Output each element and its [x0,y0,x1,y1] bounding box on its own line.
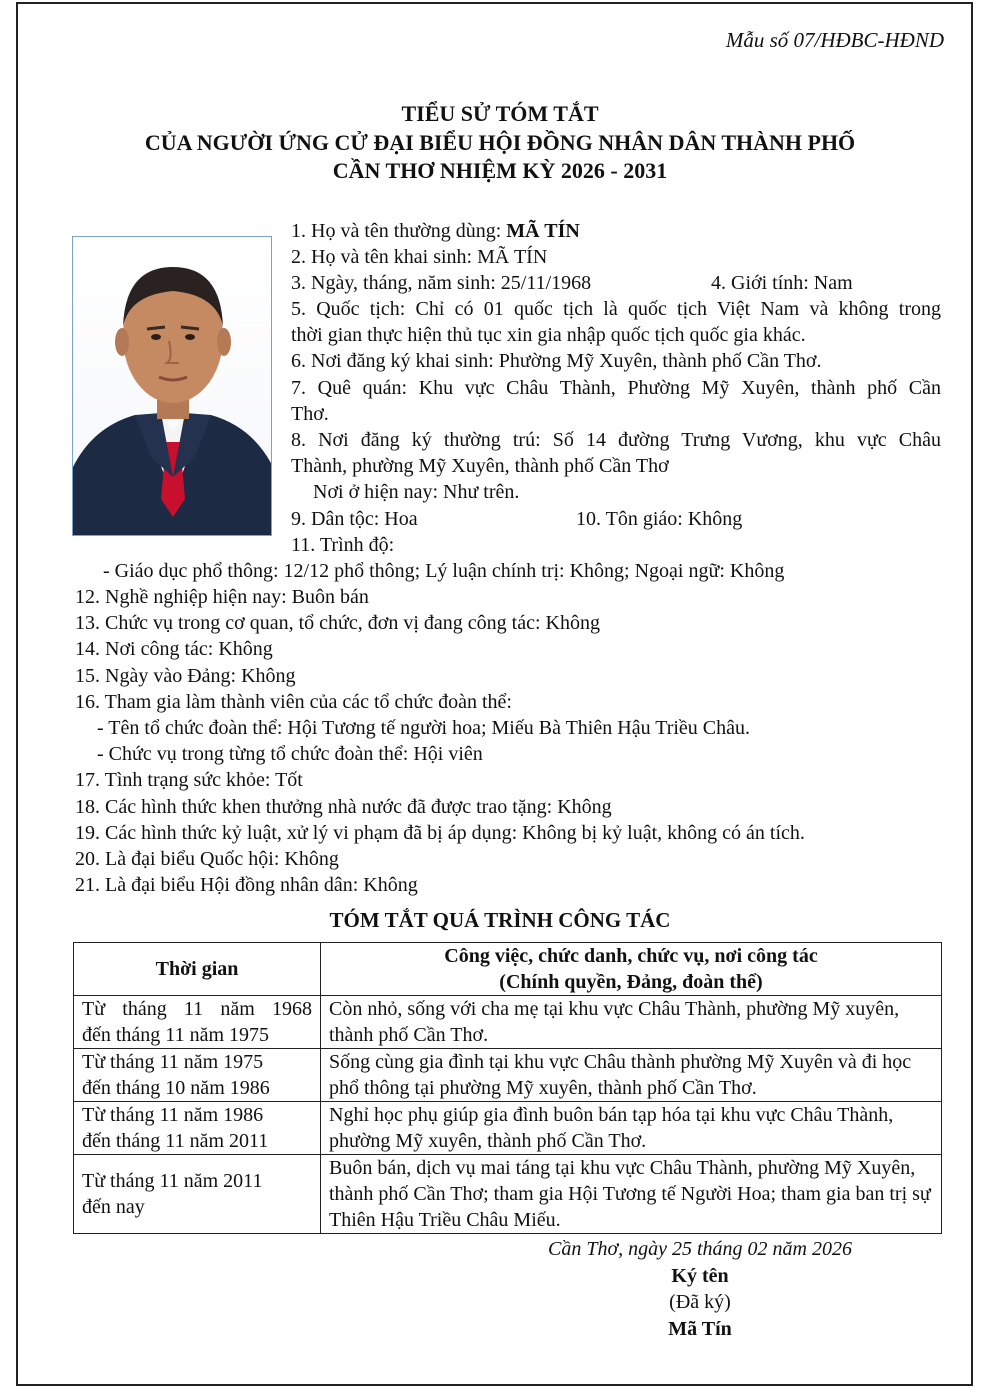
header-time: Thời gian [74,943,321,996]
field-common-name-value: MÃ TÍN [506,220,580,242]
time-line-2: đến tháng 11 năm 2011 [82,1130,269,1152]
table-row [74,1155,942,1234]
table-header-row [74,943,942,996]
field-national-assembly-delegate: 20. Là đại biểu Quốc hội: Không [75,848,339,870]
document-title [0,100,1000,186]
time-line-1: Từ tháng 11 năm 2011 [82,1170,263,1192]
header-job [321,943,942,996]
field-education-heading: 11. Trình độ: [291,534,395,556]
time-line-1: Từ tháng 11 năm 1986 [82,1104,264,1126]
table-cell-time [74,1102,321,1155]
form-number: Mẫu số 07/HĐBC-HĐND [725,28,944,52]
place-and-date: Cần Thơ, ngày 25 tháng 02 năm 2026 [547,1238,852,1260]
field-current-residence: Nơi ở hiện nay: Như trên. [313,481,520,503]
field-awards: 18. Các hình thức khen thưởng nhà nước đã được trao tặng: Không [75,796,612,818]
field-party-admission: 15. Ngày vào Đảng: Không [75,665,296,687]
field-ethnicity: 9. Dân tộc: Hoa [291,508,418,530]
title-line-3: CẦN THƠ NHIỆM KỲ 2026 - 2031 [332,158,668,183]
field-organization-roles: - Chức vụ trong từng tổ chức đoàn thể: Hội viên [97,743,483,765]
field-organizations-heading: 16. Tham gia làm thành viên của các tổ chức đoàn thể: [75,691,512,713]
field-nationality-line-1: 5. Quốc tịch: Chỉ có 01 quốc tịch là quốc tịch Việt Nam và không trong [291,298,941,320]
table-cell-time [74,996,321,1049]
header-job-line-1: Công việc, chức danh, chức vụ, nơi công tác [444,945,818,967]
field-workplace: 14. Nơi công tác: Không [75,638,273,660]
table-row [74,1049,942,1102]
field-occupation: 12. Nghề nghiệp hiện nay: Buôn bán [75,586,369,608]
title-line-2: CỦA NGƯỜI ỨNG CỬ ĐẠI BIỂU HỘI ĐỒNG NHÂN DÂN THÀNH PHỐ [144,129,856,155]
table-cell-job: Sống cùng gia đình tại khu vực Châu thành phường Mỹ Xuyên và đi học phổ thông tại phường Mỹ xuyên, thành phố Cần Thơ. [321,1049,942,1102]
work-history-title: TÓM TẮT QUÁ TRÌNH CÔNG TÁC [329,908,671,932]
time-line-2: đến tháng 10 năm 1986 [82,1077,270,1099]
table-cell-job: Còn nhỏ, sống với cha mẹ tại khu vực Châu Thành, phường Mỹ xuyên, thành phố Cần Thơ. [321,996,942,1049]
time-line-1: Từ tháng 11 năm 1975 [82,1051,264,1073]
time-line-1: Từ tháng 11 năm 1968 [82,998,312,1020]
field-common-name-label: 1. Họ và tên thường dùng: [291,220,507,242]
table-row [74,1102,942,1155]
field-birth-name: 2. Họ và tên khai sinh: MÃ TÍN [291,246,548,268]
time-line-2: đến tháng 11 năm 1975 [82,1024,270,1046]
candidate-portrait-photo [72,236,272,536]
time-line-2: đến nay [82,1196,145,1218]
title-line-1: TIỂU SỬ TÓM TẮT [401,101,599,126]
portrait-illustration [73,237,272,536]
table-cell-job: Nghỉ học phụ giúp gia đình buôn bán tạp hóa tại khu vực Châu Thành, phường Mỹ xuyên, thành phố Cần Thơ. [321,1102,942,1155]
work-history-table [73,942,942,1234]
table-cell-time [74,1155,321,1234]
field-hometown-line-2: Thơ. [291,403,329,425]
field-education-detail: - Giáo dục phổ thông: 12/12 phổ thông; Lý luận chính trị: Không; Ngoại ngữ: Không [103,560,785,582]
field-common-name [291,218,580,244]
field-permanent-residence-line-1: 8. Nơi đăng ký thường trú: Số 14 đường Trưng Vương, khu vực Châu [291,429,941,451]
field-peoples-council-delegate: 21. Là đại biểu Hội đồng nhân dân: Không [75,874,418,896]
table-cell-job: Buôn bán, dịch vụ mai táng tại khu vực Châu Thành, phường Mỹ Xuyên, thành phố Cần Thơ; tham gia Hội Tương tế Người Hoa; tham gia ban trị sự Thiên Hậu Triều Châu Miếu. [321,1155,942,1234]
field-birth-registration: 6. Nơi đăng ký khai sinh: Phường Mỹ Xuyên, thành phố Cần Thơ. [291,350,822,372]
field-organization-names: - Tên tổ chức đoàn thể: Hội Tương tế người hoa; Miếu Bà Thiên Hậu Triều Châu. [97,717,751,739]
table-row [74,996,942,1049]
header-job-line-2: (Chính quyền, Đảng, đoàn thể) [499,971,763,993]
table-cell-time [74,1049,321,1102]
field-religion: 10. Tôn giáo: Không [576,508,743,530]
field-position: 13. Chức vụ trong cơ quan, tổ chức, đơn vị đang công tác: Không [75,612,600,634]
field-gender: 4. Giới tính: Nam [711,272,853,294]
field-hometown-line-1: 7. Quê quán: Khu vực Châu Thành, Phường Mỹ Xuyên, thành phố Cần [291,377,941,399]
signer-name: Mã Tín [668,1318,732,1340]
field-nationality-line-2: thời gian thực hiện thủ tục xin gia nhập quốc tịch quốc gia khác. [291,324,806,346]
sign-label: Ký tên [671,1265,729,1287]
field-health: 17. Tình trạng sức khỏe: Tốt [75,769,303,791]
field-discipline: 19. Các hình thức kỷ luật, xử lý vi phạm đã bị áp dụng: Không bị kỷ luật, không có án tích. [75,822,805,844]
field-permanent-residence-line-2: Thành, phường Mỹ Xuyên, thành phố Cần Thơ [291,455,669,477]
field-date-of-birth: 3. Ngày, tháng, năm sinh: 25/11/1968 [291,272,592,294]
signed-note: (Đã ký) [669,1291,731,1313]
